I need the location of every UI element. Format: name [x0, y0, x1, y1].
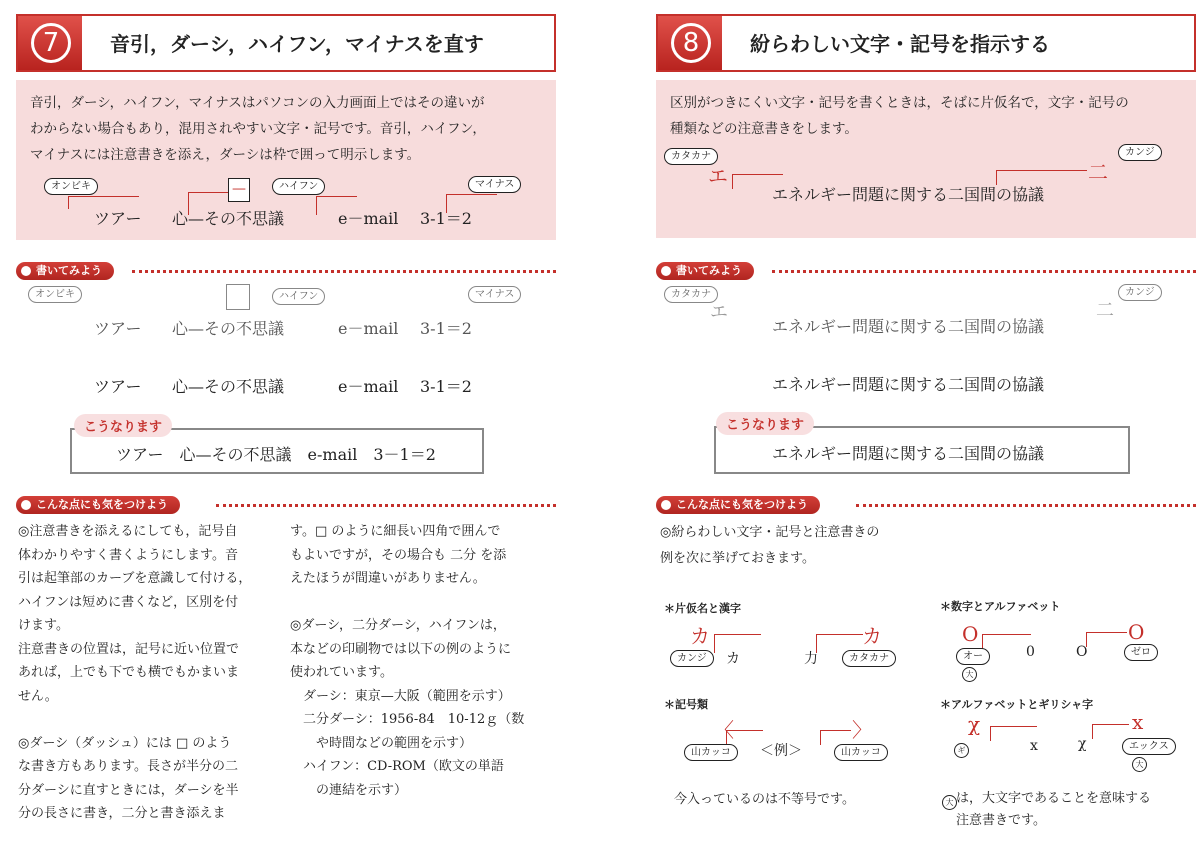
q4-circle-left-text: ギ — [954, 743, 969, 758]
practice-mainasu-tag: マイナス — [468, 286, 521, 303]
left-page — [16, 0, 576, 848]
q4-circle-left — [954, 740, 969, 759]
q3-heading: ＊記号類 — [664, 698, 708, 711]
red-ni: 二 — [1088, 160, 1108, 184]
practice-onbiki-tag: オンビキ — [28, 286, 82, 303]
q4-circle-right-text: 大 — [1132, 757, 1147, 772]
q4-note-circle — [942, 792, 957, 811]
practice-dots — [772, 270, 1196, 273]
example-w3: e－mail — [338, 209, 399, 228]
q2-circle-mark — [962, 664, 977, 683]
q4-circle-right — [1132, 754, 1147, 773]
q1-red-right: カ — [862, 624, 882, 648]
practice2-w2[interactable]: 心—その不思議 — [172, 377, 285, 396]
mainasu-tag: マイナス — [468, 176, 521, 193]
q1-tag-right: カタカナ — [842, 650, 896, 667]
q3-mark-right — [820, 730, 851, 745]
example-w1: ツアー — [94, 209, 142, 228]
dash-box: — — [228, 178, 250, 202]
q3-tag-right: 山カッコ — [834, 744, 888, 761]
section-title: 紛らわしい文字・記号を指示する — [750, 32, 1050, 56]
caution-column-2: す。□ のように細長い四角で囲んで もよいですが，その場合も 二分 を添 えたほうが間違いがありません。 ◎ダーシ，二分ダーシ，ハイフンは， 本などの印刷物では以下の例のように 使われています。 ダーシ：東京—大阪（範囲を示す） 二分ダーシ：1956-84 10-12ｇ（数 や時間などの範囲を示す） ハイフン：CD-ROM（欧文の単語 の連結を示す） — [290, 524, 525, 798]
practice-ni: 二 — [1096, 300, 1114, 321]
intro-example: エネルギー問題に関する二国間の協議 — [772, 185, 1045, 204]
example-w4: 3-1＝2 — [420, 209, 472, 228]
q2-tag-left — [956, 648, 990, 665]
q2-circle-text: 大 — [962, 667, 977, 682]
caution-pill: こんな点にも気をつけよう — [656, 496, 820, 514]
practice-pill: 書いてみよう — [656, 262, 754, 280]
q4-plain-right: χ — [1078, 736, 1087, 752]
q1-red-left: カ — [690, 624, 710, 648]
section-title: 音引，ダーシ，ハイフン，マイナスを直す — [110, 32, 484, 56]
practice1-w3[interactable]: e－mail — [338, 319, 399, 338]
q2-heading: ＊数字とアルファベット — [940, 600, 1061, 613]
result-text: ツアー 心—その不思議 e-mail 3－1＝2 — [116, 445, 436, 464]
caution-pill: こんな点にも気をつけよう — [16, 496, 180, 514]
q1-plain-left: カ — [726, 651, 740, 667]
q1-tag-left: カンジ — [670, 650, 714, 667]
q3-mark-left — [726, 730, 763, 745]
number-tab — [658, 16, 722, 70]
q3-tag-left: 山カッコ — [684, 744, 738, 761]
q2-plain-right: O — [1076, 644, 1088, 660]
section-7-title-bar — [16, 14, 556, 72]
practice-header — [16, 262, 556, 280]
section-8-title-bar — [656, 14, 1196, 72]
q3-middle: ＜例＞ — [760, 743, 802, 759]
q4-red-left: χ — [968, 712, 981, 736]
q2-mark-right — [1086, 632, 1127, 647]
number-tab — [18, 16, 82, 70]
q2-red-right: O — [1128, 620, 1145, 644]
intro-text: 区別がつきにくい文字・記号を書くときは，そばに片仮名で，文字・記号の 種類などの注意書きをします。 — [670, 95, 1129, 137]
practice-kanji-tag: カンジ — [1118, 284, 1162, 301]
q3-red-left: 〈 — [714, 718, 734, 742]
caution-intro: ◎紛らわしい文字・記号と注意書きの 例を次に挙げておきます。 — [660, 525, 880, 566]
practice1-text[interactable]: エネルギー問題に関する二国間の協議 — [772, 317, 1045, 336]
haifun-tag: ハイフン — [272, 178, 325, 195]
intro-text: 音引，ダーシ，ハイフン，マイナスはパソコンの入力画面上ではその違いが わからない場合もあり，混用されやすい文字・記号です。音引，ハイフン， マイナスには注意書きを添え，ダーシは枠で囲って明示します。 — [30, 95, 486, 163]
result-label: こうなります — [74, 414, 172, 437]
practice2-text[interactable]: エネルギー問題に関する二国間の協議 — [772, 375, 1045, 394]
practice2-w4[interactable]: 3-1＝2 — [420, 377, 472, 396]
q2-red-left: O — [962, 622, 979, 646]
practice1-w2[interactable]: 心—その不思議 — [172, 319, 285, 338]
q2-plain-left: 0 — [1026, 644, 1035, 660]
practice-dash-box — [226, 284, 250, 310]
katakana-tag: カタカナ — [664, 148, 718, 165]
section-number: 7 — [31, 23, 71, 63]
practice-pill: 書いてみよう — [16, 262, 114, 280]
practice-header — [656, 262, 1196, 280]
right-page — [656, 0, 1200, 848]
caution-header — [656, 496, 1196, 514]
q4-tag-right: エックス — [1122, 738, 1176, 755]
q4-heading: ＊アルファベットとギリシャ字 — [940, 698, 1094, 711]
practice1-w4[interactable]: 3-1＝2 — [420, 319, 472, 338]
practice-dots — [132, 270, 556, 273]
q2-tag-right: ゼロ — [1124, 644, 1158, 661]
kanji-tag: カンジ — [1118, 144, 1162, 161]
q4-mark-right — [1092, 724, 1129, 739]
q2-mark-left — [982, 634, 1031, 649]
intro-box — [656, 80, 1196, 238]
result-label: こうなります — [716, 412, 814, 435]
q4-note-circle-text: 大 — [942, 795, 957, 810]
example-w2: 心—その不思議 — [172, 209, 285, 228]
caution-header — [16, 496, 556, 514]
caution-column-1: ◎注意書きを添えるにしても，記号自 体わかりやすく書くようにします。音 引は起筆部のカーブを意識して付ける， ハイフンは短めに書くなど，区別を付 けます。 注意書きの位置は，記号に近い位置で あれば，上でも下でも横でもかまいま せん。 ◎ダーシ（ダッシュ）には □ のよう な書き方もあります。長さが半分の二 分ダーシに直すときには，ダーシを半 分の長さに書き，二分と書き添えま — [18, 524, 252, 821]
red-e: エ — [708, 164, 728, 188]
q4-red-right: x — [1132, 710, 1144, 734]
practice1-w1[interactable]: ツアー — [94, 319, 142, 338]
practice2-w3[interactable]: e－mail — [338, 377, 399, 396]
caution-dots — [216, 504, 556, 507]
caution-dots — [856, 504, 1196, 507]
q2-tag-left-text: オー — [963, 651, 983, 662]
q4-note: は，大文字であることを意味する 注意書きです。 — [956, 791, 1152, 828]
q4-plain-left: x — [1030, 738, 1038, 754]
q1-plain-right: 力 — [804, 651, 818, 667]
q3-red-right: 〉 — [852, 718, 872, 742]
onbiki-tag: オンビキ — [44, 178, 98, 195]
practice-katakana-tag: カタカナ — [664, 286, 718, 303]
practice-haifun-tag: ハイフン — [272, 288, 325, 305]
q1-heading: ＊片仮名と漢字 — [664, 602, 741, 615]
practice-e: エ — [710, 302, 728, 323]
q3-note: 今入っているのは不等号です。 — [674, 792, 855, 807]
practice2-w1[interactable]: ツアー — [94, 377, 142, 396]
result-text: エネルギー問題に関する二国間の協議 — [772, 444, 1045, 463]
section-number: 8 — [671, 23, 711, 63]
